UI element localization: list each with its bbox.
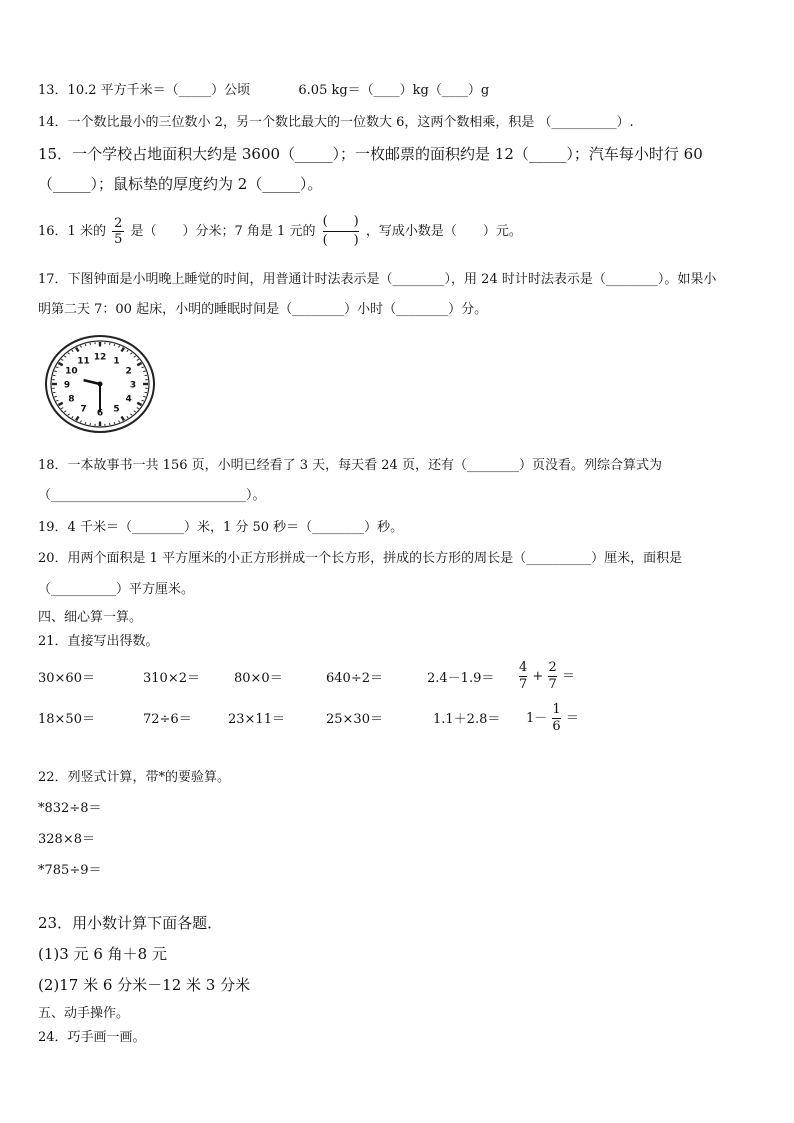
- clock-minor-tick: [90, 343, 91, 345]
- clock-numeral: 2: [125, 366, 132, 377]
- question-21: 21．直接写出得数。: [38, 634, 159, 649]
- question-23: 23．用小数计算下面各题．: [38, 914, 223, 932]
- denominator: 7: [519, 677, 528, 692]
- clock-minor-tick: [127, 416, 128, 418]
- clock-minor-tick: [114, 422, 115, 424]
- clock-major-tick: [58, 403, 62, 405]
- clock-minor-tick: [143, 371, 145, 372]
- q22-item: 328×8＝: [38, 832, 95, 847]
- clock-minor-tick: [130, 353, 132, 354]
- calc-fraction-sum: [518, 660, 575, 693]
- q16-part2: 是（ ）分米；7 角是 1 元的: [130, 224, 316, 239]
- question-14: 14．一个数比最小的三位数小 2，另一个数比最大的一位数大 6，这两个数相乘，积是 （__________）.: [38, 115, 634, 130]
- clock-minor-tick: [61, 408, 63, 409]
- q16-part1: 16．1 米的: [38, 224, 106, 239]
- fraction: [552, 702, 560, 735]
- q22-item: *832÷8＝: [38, 801, 102, 816]
- clock-minor-tick: [85, 344, 86, 346]
- clock-numeral: 5: [113, 404, 120, 415]
- clock-minor-tick: [68, 353, 70, 354]
- clock-minor-tick: [127, 350, 128, 352]
- question-19: 19．4 千米＝（________）米，1 分 50 秒＝（________）秒。: [38, 520, 404, 535]
- clock-minor-tick: [137, 408, 139, 409]
- q22-item: *785÷9＝: [38, 863, 102, 878]
- question-22: 22．列竖式计算，带*的要验算。: [38, 770, 231, 785]
- equals-sign: ＝: [565, 711, 579, 726]
- clock-minor-tick: [64, 411, 66, 412]
- clock-minor-tick: [64, 356, 66, 357]
- clock-minor-tick: [142, 400, 144, 401]
- clock-numeral: 7: [80, 404, 87, 415]
- clock-major-tick: [76, 416, 79, 420]
- numerator: 1: [552, 702, 561, 717]
- plus-sign: +: [532, 669, 544, 684]
- clock-minor-tick: [80, 421, 81, 423]
- clock-major-tick: [58, 363, 62, 365]
- calc-item: 310×2＝: [143, 671, 200, 686]
- clock-minor-tick: [119, 346, 120, 348]
- q23-item: (1)3 元 6 角＋8 元: [38, 945, 167, 963]
- numerator: 2: [548, 660, 557, 675]
- question-15-line1: 15．一个学校占地面积大约是 3600（_____）；一枚邮票的面积约是 12（_____）；汽车每小时行 60: [38, 145, 703, 163]
- denominator: 6: [552, 719, 561, 734]
- clock-major-tick: [122, 348, 125, 352]
- clock-major-tick: [137, 363, 141, 365]
- calc-item: 1.1＋2.8＝: [433, 712, 501, 727]
- clock-minor-tick: [119, 421, 120, 423]
- q13-part-a: 13．10.2 平方千米＝（_____）公顷: [38, 83, 251, 98]
- question-20-line2: （__________）平方厘米。: [38, 582, 195, 597]
- section-4-heading: 四、细心算一算。: [38, 610, 143, 625]
- clock-minor-tick: [130, 414, 132, 415]
- clock-numeral: 4: [125, 394, 132, 405]
- blank-denominator: ( ): [322, 233, 359, 248]
- question-15-line2: （_____）；鼠标垫的厚度约为 2（_____）。: [38, 175, 323, 193]
- question-16: [38, 212, 522, 252]
- calc-item: 18×50＝: [38, 712, 95, 727]
- clock-minor-tick: [56, 400, 58, 401]
- clock-minor-tick: [54, 371, 56, 372]
- blank-numerator: ( ): [322, 214, 359, 229]
- clock-numeral: 8: [68, 394, 75, 405]
- clock-minor-tick: [68, 414, 70, 415]
- fraction: [548, 660, 556, 693]
- denominator: 7: [548, 677, 557, 692]
- clock-major-tick: [76, 348, 79, 352]
- clock-minor-tick: [134, 356, 136, 357]
- calc-item: 23×11＝: [228, 712, 285, 727]
- question-17-line1: 17．下图钟面是小明晚上睡觉的时间，用普通计时法表示是（________），用 24 时计时法表示是（________）。如果小: [38, 272, 717, 287]
- clock-minor-tick: [109, 343, 110, 345]
- clock-minor-tick: [80, 346, 81, 348]
- calc-item: 72÷6＝: [143, 712, 192, 727]
- clock-numeral: 12: [93, 352, 107, 363]
- hour-hand: [84, 380, 100, 384]
- clock-numeral: 11: [77, 356, 90, 367]
- q16-part3: ，写成小数是（ ）元。: [365, 224, 522, 239]
- clock-numeral: 6: [96, 408, 104, 419]
- fraction: [519, 660, 527, 693]
- clock-numeral: 10: [65, 366, 78, 377]
- q13-part-b: 6.05 kg＝（____）kg（____）g: [298, 83, 490, 98]
- question-17-line2: 明第二天 7：00 起床，小明的睡眠时间是（________）小时（________）分。: [38, 302, 488, 317]
- clock-major-tick: [137, 403, 141, 405]
- clock-minor-tick: [134, 411, 136, 412]
- fraction-denominator: 5: [114, 232, 123, 247]
- clock-major-tick: [122, 416, 125, 420]
- calc-item: 25×30＝: [326, 712, 383, 727]
- question-18-line2: （______________________________）。: [38, 488, 266, 503]
- clock-minor-tick: [109, 423, 110, 425]
- calc-item: 640÷2＝: [326, 671, 383, 686]
- q23-item: (2)17 米 6 分米－12 米 3 分米: [38, 976, 251, 994]
- calc-item: 2.4－1.9＝: [427, 671, 495, 686]
- clock-minor-tick: [85, 422, 86, 424]
- calc-item: 80×0＝: [234, 671, 283, 686]
- section-5-heading: 五、动手操作。: [38, 1006, 130, 1021]
- clock-numeral: 1: [113, 356, 120, 367]
- clock-minor-tick: [56, 367, 58, 368]
- clock-minor-tick: [54, 396, 56, 397]
- question-20-line1: 20．用两个面积是 1 平方厘米的小正方形拼成一个长方形，拼成的长方形的周长是（__________）厘米，面积是: [38, 551, 683, 566]
- clock-minor-tick: [72, 350, 73, 352]
- calc-fraction-diff: [526, 702, 579, 735]
- clock-minor-tick: [72, 416, 73, 418]
- clock-minor-tick: [137, 359, 139, 360]
- calc-item: 30×60＝: [38, 671, 95, 686]
- clock-minor-tick: [142, 367, 144, 368]
- numerator: 4: [519, 660, 528, 675]
- clock-minor-tick: [61, 359, 63, 360]
- clock-face-icon: [44, 334, 156, 434]
- blank-fraction: [323, 213, 359, 250]
- clock-minor-tick: [114, 344, 115, 346]
- clock-minor-tick: [90, 423, 91, 425]
- one-minus: 1－: [526, 711, 548, 726]
- fraction-two-fifths: [112, 216, 124, 247]
- question-18-line1: 18．一本故事书一共 156 页，小明已经看了 3 天，每天看 24 页，还有（________）页没看。列综合算式为: [38, 458, 662, 473]
- fraction-numerator: 2: [114, 216, 123, 231]
- question-24: 24．巧手画一画。: [38, 1030, 146, 1045]
- question-13: [38, 82, 489, 100]
- clock-minor-tick: [143, 396, 145, 397]
- clock-numeral: 3: [129, 380, 137, 391]
- clock-numeral: 9: [63, 380, 71, 391]
- equals-sign: ＝: [561, 669, 575, 684]
